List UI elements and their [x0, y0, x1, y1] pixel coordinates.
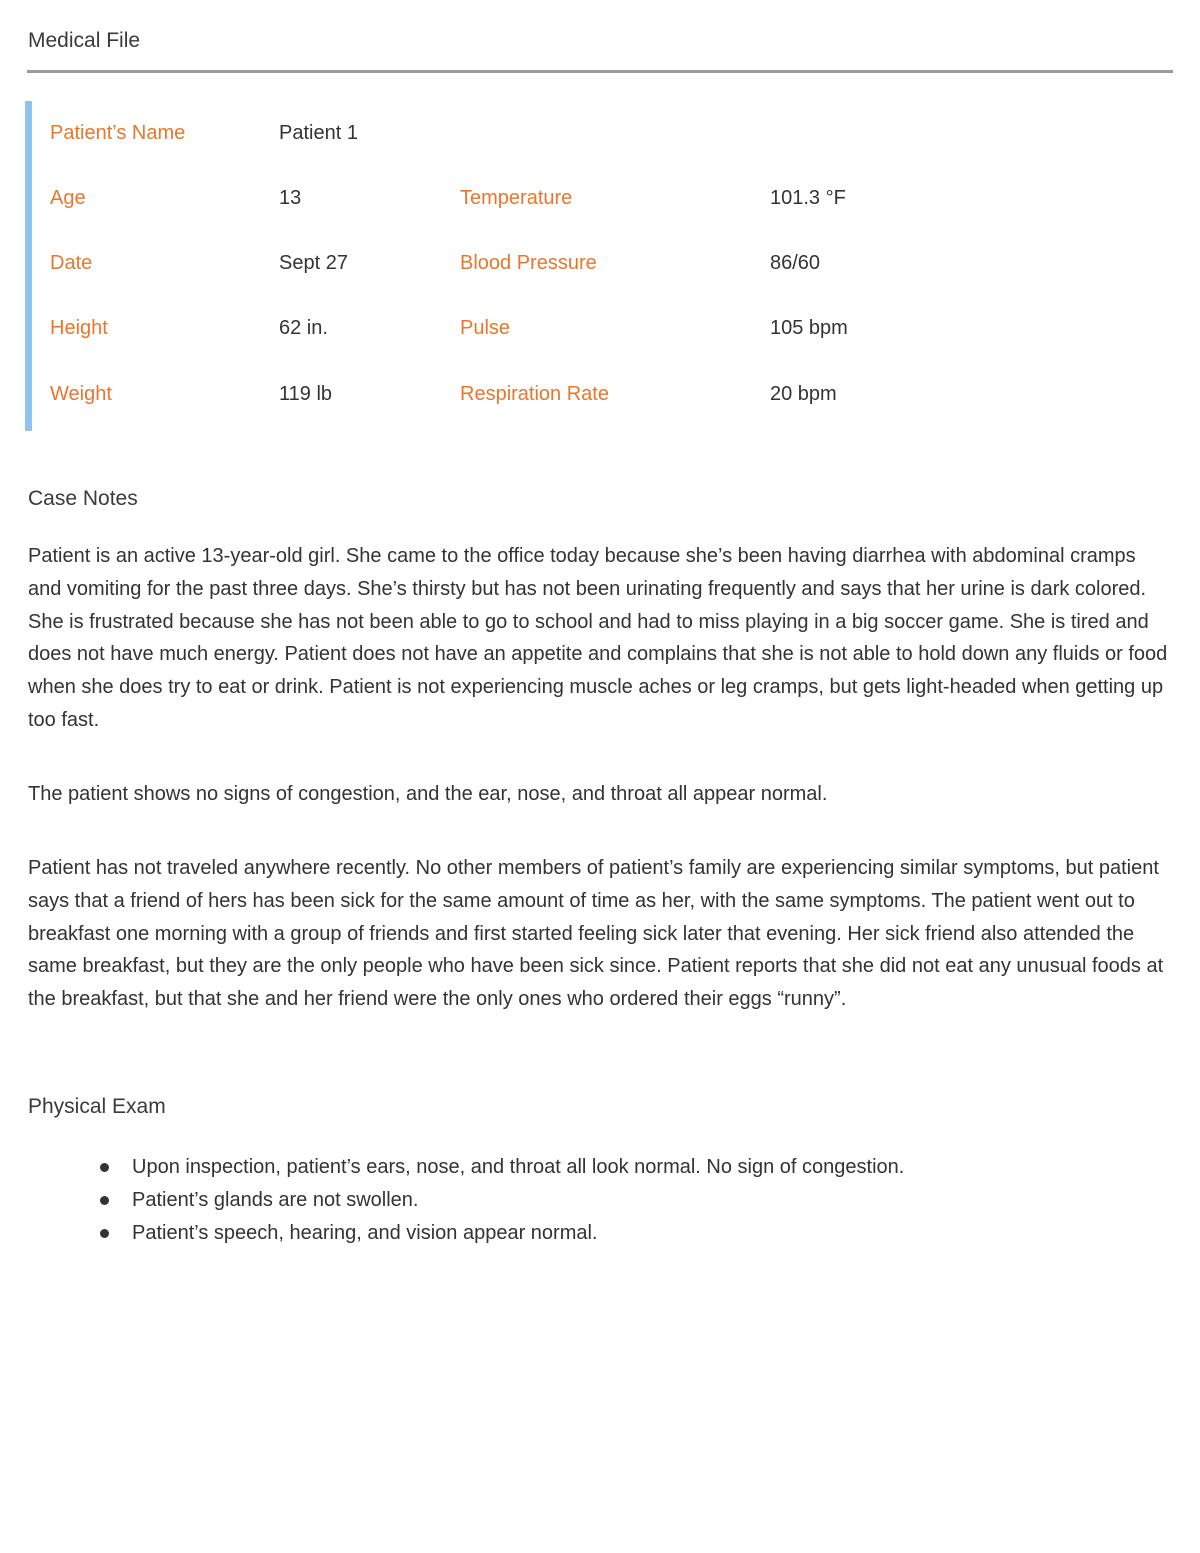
date-value: Sept 27 [279, 252, 348, 274]
age-value: 13 [279, 187, 302, 209]
weight-label: Weight [50, 383, 112, 405]
list-item [97, 1151, 1097, 1184]
blood-pressure-value: 86/60 [770, 252, 821, 274]
title-divider [27, 70, 1173, 73]
physical-exam-heading: Physical Exam [28, 1095, 166, 1118]
height-label: Height [50, 317, 108, 339]
exam-item-text: Upon inspection, patient’s ears, nose, and throat all look normal. No sign of congestion. [132, 1156, 905, 1178]
document-title: Medical File [28, 29, 141, 52]
date-label: Date [50, 252, 93, 274]
list-item [97, 1217, 1097, 1250]
pulse-label: Pulse [460, 317, 511, 339]
exam-item-text: Patient’s glands are not swollen. [132, 1189, 419, 1211]
respiration-rate-label: Respiration Rate [460, 383, 609, 405]
patient-name-value: Patient 1 [279, 122, 358, 144]
physical-exam-list [97, 1151, 1097, 1250]
temperature-value: 101.3 °F [770, 187, 846, 209]
pulse-value: 105 bpm [770, 317, 848, 339]
case-notes-heading: Case Notes [28, 487, 138, 510]
age-label: Age [50, 187, 86, 209]
height-value: 62 in. [279, 317, 328, 339]
case-notes-paragraph-3: Patient has not traveled anywhere recently. No other members of patient’s family are experiencing similar symptoms, but patient says that a friend of hers has been sick for the same amount of time as her, with the same symptoms. The patient went out to breakfast one morning with a group of friends and first started feeling sick later that evening. Her sick friend also attended the same breakfast, but they are the only people who have been sick since. Patient reports that she did not eat any unusual foods at the breakfast, but that she and her friend were the only ones who ordered their eggs “runny”. [28, 857, 1164, 1011]
bullet-icon [100, 1163, 109, 1172]
case-notes-paragraph-1: Patient is an active 13-year-old girl. She came to the office today because she’s been having diarrhea with abdominal cramps and vomiting for the past three days. She’s thirsty but has not been urinating frequently and says that her urine is dark colored. She is frustrated because she has not been able to go to school and had to miss playing in a big soccer game. She is tired and does not have much energy. Patient does not have an appetite and complains that she is not able to hold down any fluids or food when she does try to eat or drink. Patient is not experiencing muscle aches or leg cramps, but gets light-headed when getting up too fast. [28, 545, 1168, 731]
bullet-icon [100, 1229, 109, 1238]
bullet-icon [100, 1196, 109, 1205]
list-item [97, 1184, 1097, 1217]
accent-bar [25, 101, 32, 431]
exam-item-text: Patient’s speech, hearing, and vision appear normal. [132, 1222, 598, 1244]
temperature-label: Temperature [460, 187, 573, 209]
case-notes-paragraph-2: The patient shows no signs of congestion, and the ear, nose, and throat all appear normal. [28, 783, 828, 805]
patient-name-label: Patient’s Name [50, 122, 186, 144]
blood-pressure-label: Blood Pressure [460, 252, 597, 274]
respiration-rate-value: 20 bpm [770, 383, 837, 405]
patient-info-block [25, 101, 925, 431]
weight-value: 119 lb [279, 383, 333, 405]
